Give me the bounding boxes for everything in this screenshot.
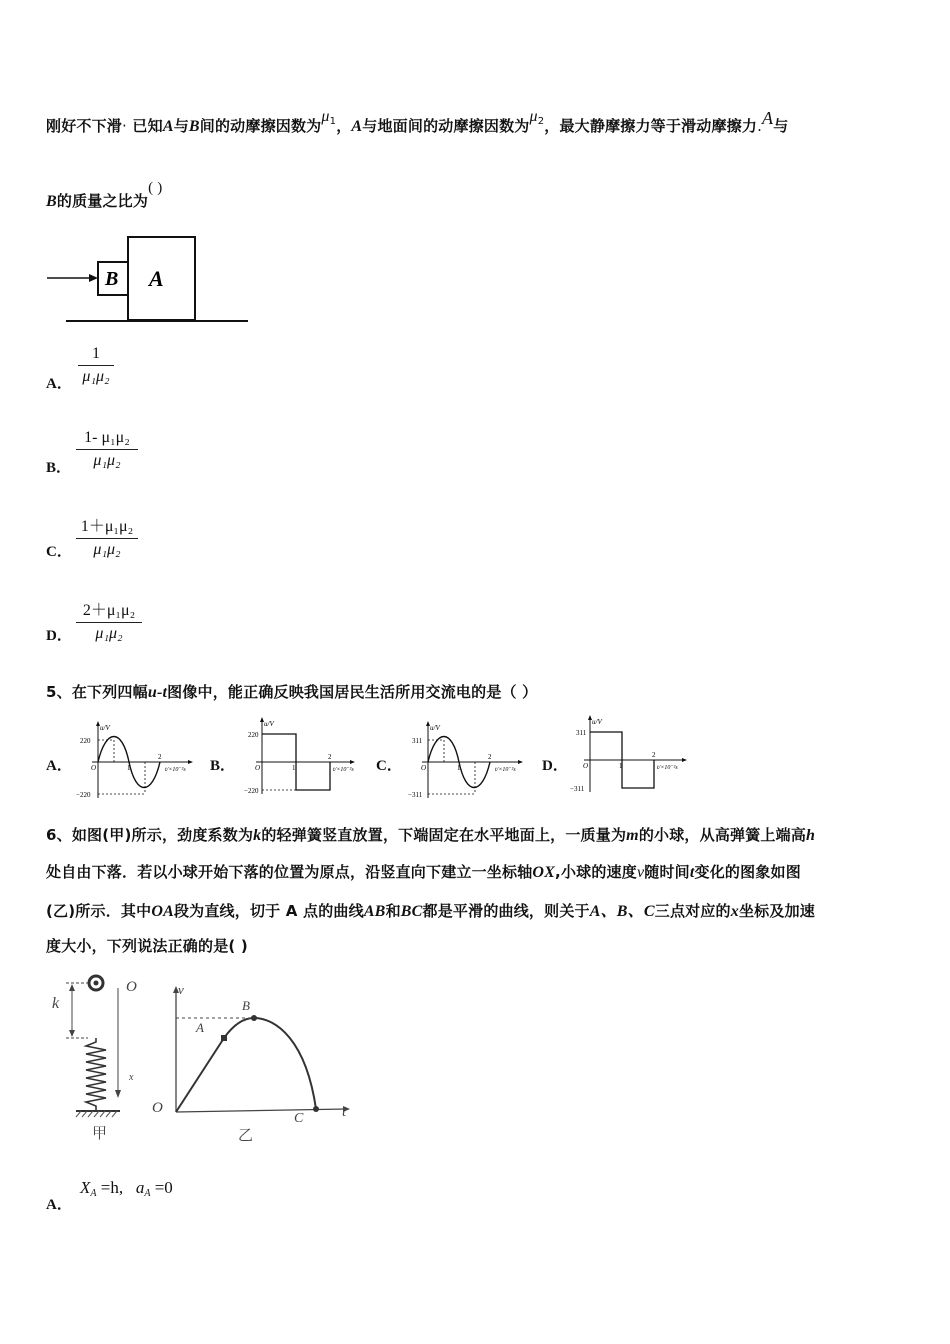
label-o: O (152, 1100, 163, 1116)
q6-text: 段为直线，切于 A 点的曲线 (173, 902, 364, 920)
tick-top: 311 (412, 737, 423, 745)
fraction-numerator: 1 (92, 345, 100, 362)
q6-text: 都是平滑的曲线，则关于 (422, 902, 590, 920)
curve-abc (224, 1018, 316, 1109)
tick-2: 2 (158, 753, 162, 761)
tick-2: 2 (652, 751, 656, 759)
q5-text: 5、在下列四幅 (46, 683, 148, 701)
formula-sub: A (144, 1188, 151, 1199)
q5-option-c-label[interactable]: C． (376, 758, 402, 774)
fraction-bar (76, 622, 142, 623)
q4-option-a-fraction (78, 345, 114, 386)
fraction-numerator: 1＋μ₁μ₂ (80, 518, 134, 535)
tick-2: 2 (328, 753, 332, 761)
origin-label: O (421, 764, 427, 772)
axis-label-t: t/×10⁻²s (657, 765, 678, 771)
tick-1: 1 (127, 764, 131, 772)
label-yi: 乙 (238, 1128, 254, 1144)
label-c: C (294, 1111, 304, 1126)
q6-stem-line4 (46, 935, 248, 956)
q4-stem-line1: 刚好不下滑· 已知A与B间的动摩擦因数为$\mu_1$，A与地面间的动摩擦因数为$\mu_2$，最大静摩擦力等于滑动摩擦力.A与 (46, 108, 789, 135)
tick-top: 311 (576, 729, 587, 737)
point-c (313, 1106, 319, 1112)
q5-text: 图像中，能正确反映我国居民生活所用交流电的是（ ） (167, 683, 538, 701)
var-bc: BC (400, 903, 423, 920)
q4-text: 间的动摩擦因数为 (199, 117, 322, 135)
origin-label: O (91, 764, 97, 772)
q6-text: 和 (385, 902, 401, 920)
q6-option-a-label[interactable]: A． (46, 1197, 72, 1213)
q4-text: ，最大静摩擦力等于滑动摩擦力 (544, 117, 758, 135)
label-v: v (178, 982, 184, 997)
mu2-sub: 2 (537, 116, 545, 127)
q4-option-d-label[interactable]: D． (46, 628, 72, 644)
q5-graph-d (566, 712, 696, 796)
var-b: B (46, 193, 57, 210)
var-abc: A、B、C (589, 903, 655, 920)
var-ox: OX (532, 864, 556, 881)
q6-text: (乙)所示．其中 (46, 902, 152, 920)
q4-stem-line2 (46, 180, 163, 211)
origin-label: O (255, 764, 261, 772)
fraction-denominator: μ₁μ₂ (93, 541, 121, 558)
label-a: A (149, 266, 164, 291)
spring (86, 1038, 106, 1110)
q6-stem-line3 (46, 898, 815, 921)
q6-option-a-formula (80, 1178, 173, 1199)
q4-text: 与 (173, 117, 189, 135)
var-ab: AB (363, 903, 386, 920)
axis-label-u: u/V (430, 724, 440, 732)
axis-label-u: u/V (100, 724, 110, 732)
q4-text: ， (336, 117, 352, 135)
fraction-bar (78, 365, 114, 366)
label-k: k (52, 995, 60, 1012)
label-t: t (342, 1104, 347, 1120)
label-a: A (196, 1020, 204, 1035)
tick-top: 220 (80, 737, 91, 745)
tick-bottom: −220 (76, 791, 91, 799)
q4-option-c-label[interactable]: C． (46, 544, 72, 560)
var-h: h (806, 827, 816, 844)
q6-figure-jia (46, 972, 156, 1144)
tick-bottom: −311 (570, 785, 585, 793)
formula-sub: A (90, 1188, 97, 1199)
var-a: A (162, 118, 174, 135)
tick-1: 1 (619, 762, 623, 770)
mu1-sub: 1 (329, 116, 337, 127)
axis-label-t: t/×10⁻²s (333, 767, 354, 773)
point-b (251, 1015, 257, 1021)
fraction-denominator: μ₁μ₂ (82, 368, 110, 385)
q5-option-d-label[interactable]: D． (542, 758, 568, 774)
q4-text: 与 (773, 117, 789, 135)
q4-text: 与地面间的动摩擦因数为 (362, 117, 530, 135)
tick-bottom: −220 (244, 787, 259, 795)
tick-bottom: −311 (408, 791, 423, 799)
q4-block-figure (44, 232, 254, 328)
point-a (221, 1035, 227, 1041)
tick-top: 220 (248, 731, 259, 739)
var-k: k (253, 827, 262, 844)
q4-text: 刚好不下滑 (46, 117, 123, 135)
fraction-numerator: 1- μ₁μ₂ (84, 429, 130, 446)
q5-stem (46, 681, 537, 702)
q6-text: 6、如图(甲)所示，劲度系数为 (46, 826, 254, 844)
q6-figure-yi (146, 980, 366, 1146)
q5-graph-b (234, 714, 364, 798)
fraction-bar (76, 449, 138, 450)
q6-stem-line1 (46, 824, 815, 845)
var-ut: u-t (147, 684, 168, 701)
var-v: v (636, 864, 645, 881)
q4-option-c-fraction (76, 513, 138, 559)
formula-eq: =0 (154, 1178, 173, 1197)
q4-option-d-fraction (76, 597, 142, 643)
q6-stem-line2 (46, 861, 801, 882)
q6-text: 的小球，从高弹簧上端高 (638, 826, 807, 844)
label-x: x (129, 1072, 134, 1083)
label-b: B (242, 998, 250, 1013)
var-m: m (626, 827, 639, 844)
force-arrowhead (89, 274, 98, 282)
q5-option-a-label[interactable]: A． (46, 758, 72, 774)
var-t: t (689, 864, 695, 881)
formula-a: a (135, 1178, 145, 1197)
answer-paren: ( ) (148, 180, 163, 196)
q6-text: 处自由下落．若以小球开始下落的位置为原点，沿竖直向下建立一坐标轴 (46, 863, 533, 881)
axis-label-u: u/V (264, 720, 274, 728)
q6-text: 随时间 (644, 863, 690, 881)
segment-oa (176, 1038, 224, 1112)
fraction-denominator: μ₁μ₂ (93, 452, 121, 469)
tick-2: 2 (488, 753, 492, 761)
fraction-numerator: 2＋μ₁μ₂ (82, 602, 136, 619)
q4-option-b-label[interactable]: B． (46, 460, 72, 476)
q5-graph-a (72, 718, 202, 802)
label-o: O (126, 979, 137, 995)
q4-text: 已知 (132, 117, 163, 135)
tick-1: 1 (457, 764, 461, 772)
q4-option-b-fraction (76, 429, 138, 470)
axis-label-t: t/×10⁻²s (495, 767, 516, 773)
q6-text: 变化的图象如图 (694, 863, 801, 881)
formula-eq: =h, (100, 1178, 124, 1197)
axis-t (176, 1109, 346, 1112)
var-a: A (762, 108, 774, 128)
var-oa: OA (151, 903, 174, 920)
label-b: B (105, 268, 119, 290)
q6-text: 三点对应的 (654, 902, 731, 920)
axis-label-u: u/V (592, 718, 602, 726)
q4-text: 的质量之比为 (56, 192, 149, 210)
origin-label: O (583, 762, 589, 770)
tick-1: 1 (292, 764, 296, 772)
mu1-symbol: μ (321, 108, 330, 125)
formula-x: X (80, 1178, 91, 1197)
q5-graph-c (402, 718, 532, 802)
mu2-symbol: μ (529, 108, 538, 125)
fraction-denominator: μ₁μ₂ (95, 625, 123, 642)
q5-option-b-label[interactable]: B． (210, 758, 236, 774)
label-jia: 甲 (92, 1126, 108, 1142)
var-a: A (351, 118, 363, 135)
q6-text: 坐标及加速 (738, 902, 815, 920)
q4-option-a-label[interactable]: A． (46, 376, 72, 392)
fraction-bar (76, 538, 138, 539)
var-x: x (730, 903, 739, 920)
q6-text: ,小球的速度 (555, 863, 637, 881)
q6-text: 的轻弹簧竖直放置，下端固定在水平地面上，一质量为 (261, 826, 627, 844)
q6-text: 度大小，下列说法正确的是( ) (46, 937, 248, 955)
axis-label-t: t/×10⁻²s (165, 767, 186, 773)
var-b: B (188, 118, 200, 135)
